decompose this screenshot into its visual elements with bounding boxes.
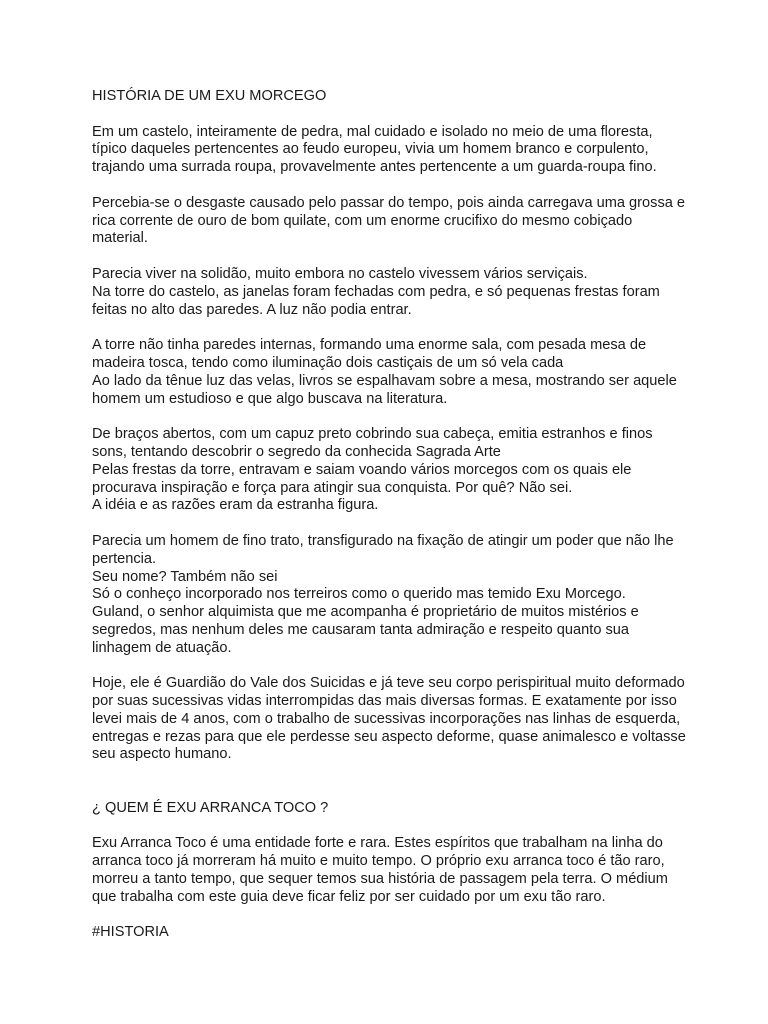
text-line: Exu Arranca Toco é uma entidade forte e rara. Estes espíritos que trabalham na linha do (92, 835, 663, 852)
text-line: morreu a tanto tempo, que sequer temos sua história de passagem pela terra. O médium (92, 871, 668, 888)
text-line: madeira tosca, tendo como iluminação dois castiçais de um só vela cada (92, 354, 564, 371)
paragraph-6 (92, 533, 682, 658)
hashtag-text[interactable]: #HISTORIA (92, 924, 169, 941)
document-page (92, 88, 686, 960)
blank-spacer (92, 782, 682, 800)
text-line: Na torre do castelo, as janelas foram fechadas com pedra, e só pequenas frestas foram (92, 283, 660, 300)
text-line: procurava inspiração e força para atingir sua conquista. Por quê? Não sei. (92, 479, 573, 496)
text-line: pertencia. (92, 550, 157, 567)
text-line: A torre não tinha paredes internas, formando uma enorme sala, com pesada mesa de (92, 337, 647, 354)
text-line: Parecia um homem de fino trato, transfigurado na fixação de atingir um poder que não lhe (92, 532, 674, 549)
text-line: trajando uma surrada roupa, provavelmente antes pertencente a um guarda-roupa fino. (92, 159, 657, 176)
text-line: por suas sucessivas vidas interrompidas das mais diversas formas. E exatamente por isso (92, 693, 677, 710)
text-line: rica corrente de ouro de bom quilate, com um enorme crucifixo do mesmo cobiçado (92, 212, 633, 229)
text-line: Parecia viver na solidão, muito embora no castelo vivessem vários serviçais. (92, 265, 588, 282)
hashtag[interactable] (92, 924, 682, 942)
text-line: A idéia e as razões eram da estranha figura. (92, 497, 379, 514)
text-line: que trabalha com este guia deve ficar feliz por ser cuidado por um exu tão raro. (92, 888, 606, 905)
text-line: típico daqueles pertencentes ao feudo europeu, vivia um homem branco e corpulento, (92, 141, 649, 158)
text-line: Em um castelo, inteiramente de pedra, mal cuidado e isolado no meio de uma floresta, (92, 123, 653, 140)
section2-heading (92, 800, 682, 818)
text-line: Guland, o senhor alquimista que me acompanha é proprietário de muitos mistérios e (92, 604, 639, 621)
paragraph-7 (92, 675, 686, 764)
paragraph-2 (92, 194, 686, 248)
text-line: Percebia-se o desgaste causado pelo passar do tempo, pois ainda carregava uma grossa e (92, 194, 686, 211)
document-title (92, 88, 682, 106)
text-line: Seu nome? Também não sei (92, 568, 278, 585)
section2-paragraph (92, 835, 682, 906)
text-line: segredos, mas nenhum deles me causaram tanta admiração e respeito quanto sua (92, 621, 630, 638)
paragraph-1 (92, 124, 682, 177)
text-line: linhagem de atuação. (92, 639, 232, 656)
text-line: homem um estudioso e que algo buscava na literatura. (92, 390, 448, 407)
heading-line: ¿ QUEM É EXU ARRANCA TOCO ? (92, 799, 329, 816)
text-line: Ao lado da tênue luz das velas, livros se espalhavam sobre a mesa, mostrando ser aquele (92, 372, 677, 389)
paragraph-5 (92, 426, 682, 515)
paragraph-4 (92, 337, 682, 408)
paragraph-3 (92, 266, 682, 319)
text-line: entregas e rezas para que ele perdesse seu aspecto deforme, quase animalesco e voltasse (92, 728, 686, 745)
text-line: De braços abertos, com um capuz preto cobrindo sua cabeça, emitia estranhos e finos (92, 426, 653, 443)
text-line: Só o conheço incorporado nos terreiros como o querido mas temido Exu Morcego. (92, 586, 626, 603)
text-line: Pelas frestas da torre, entravam e saiam voando vários morcegos com os quais ele (92, 461, 632, 478)
text-line: seu aspecto humano. (92, 746, 232, 763)
text-line: Hoje, ele é Guardião do Vale dos Suicidas e já teve seu corpo perispiritual muito deformado (92, 675, 685, 692)
text-line: sons, tentando descobrir o segredo da conhecida Sagrada Arte (92, 443, 501, 460)
text-line: arranca toco já morreram há muito e muito tempo. O próprio exu arranca toco é tão raro, (92, 853, 665, 870)
text-line: feitas no alto das paredes. A luz não podia entrar. (92, 301, 412, 318)
text-line: material. (92, 230, 148, 247)
title-line: HISTÓRIA DE UM EXU MORCEGO (92, 88, 327, 104)
text-line: levei mais de 4 anos, com o trabalho de sucessivas incorporações nas linhas de esquerda, (92, 710, 681, 727)
